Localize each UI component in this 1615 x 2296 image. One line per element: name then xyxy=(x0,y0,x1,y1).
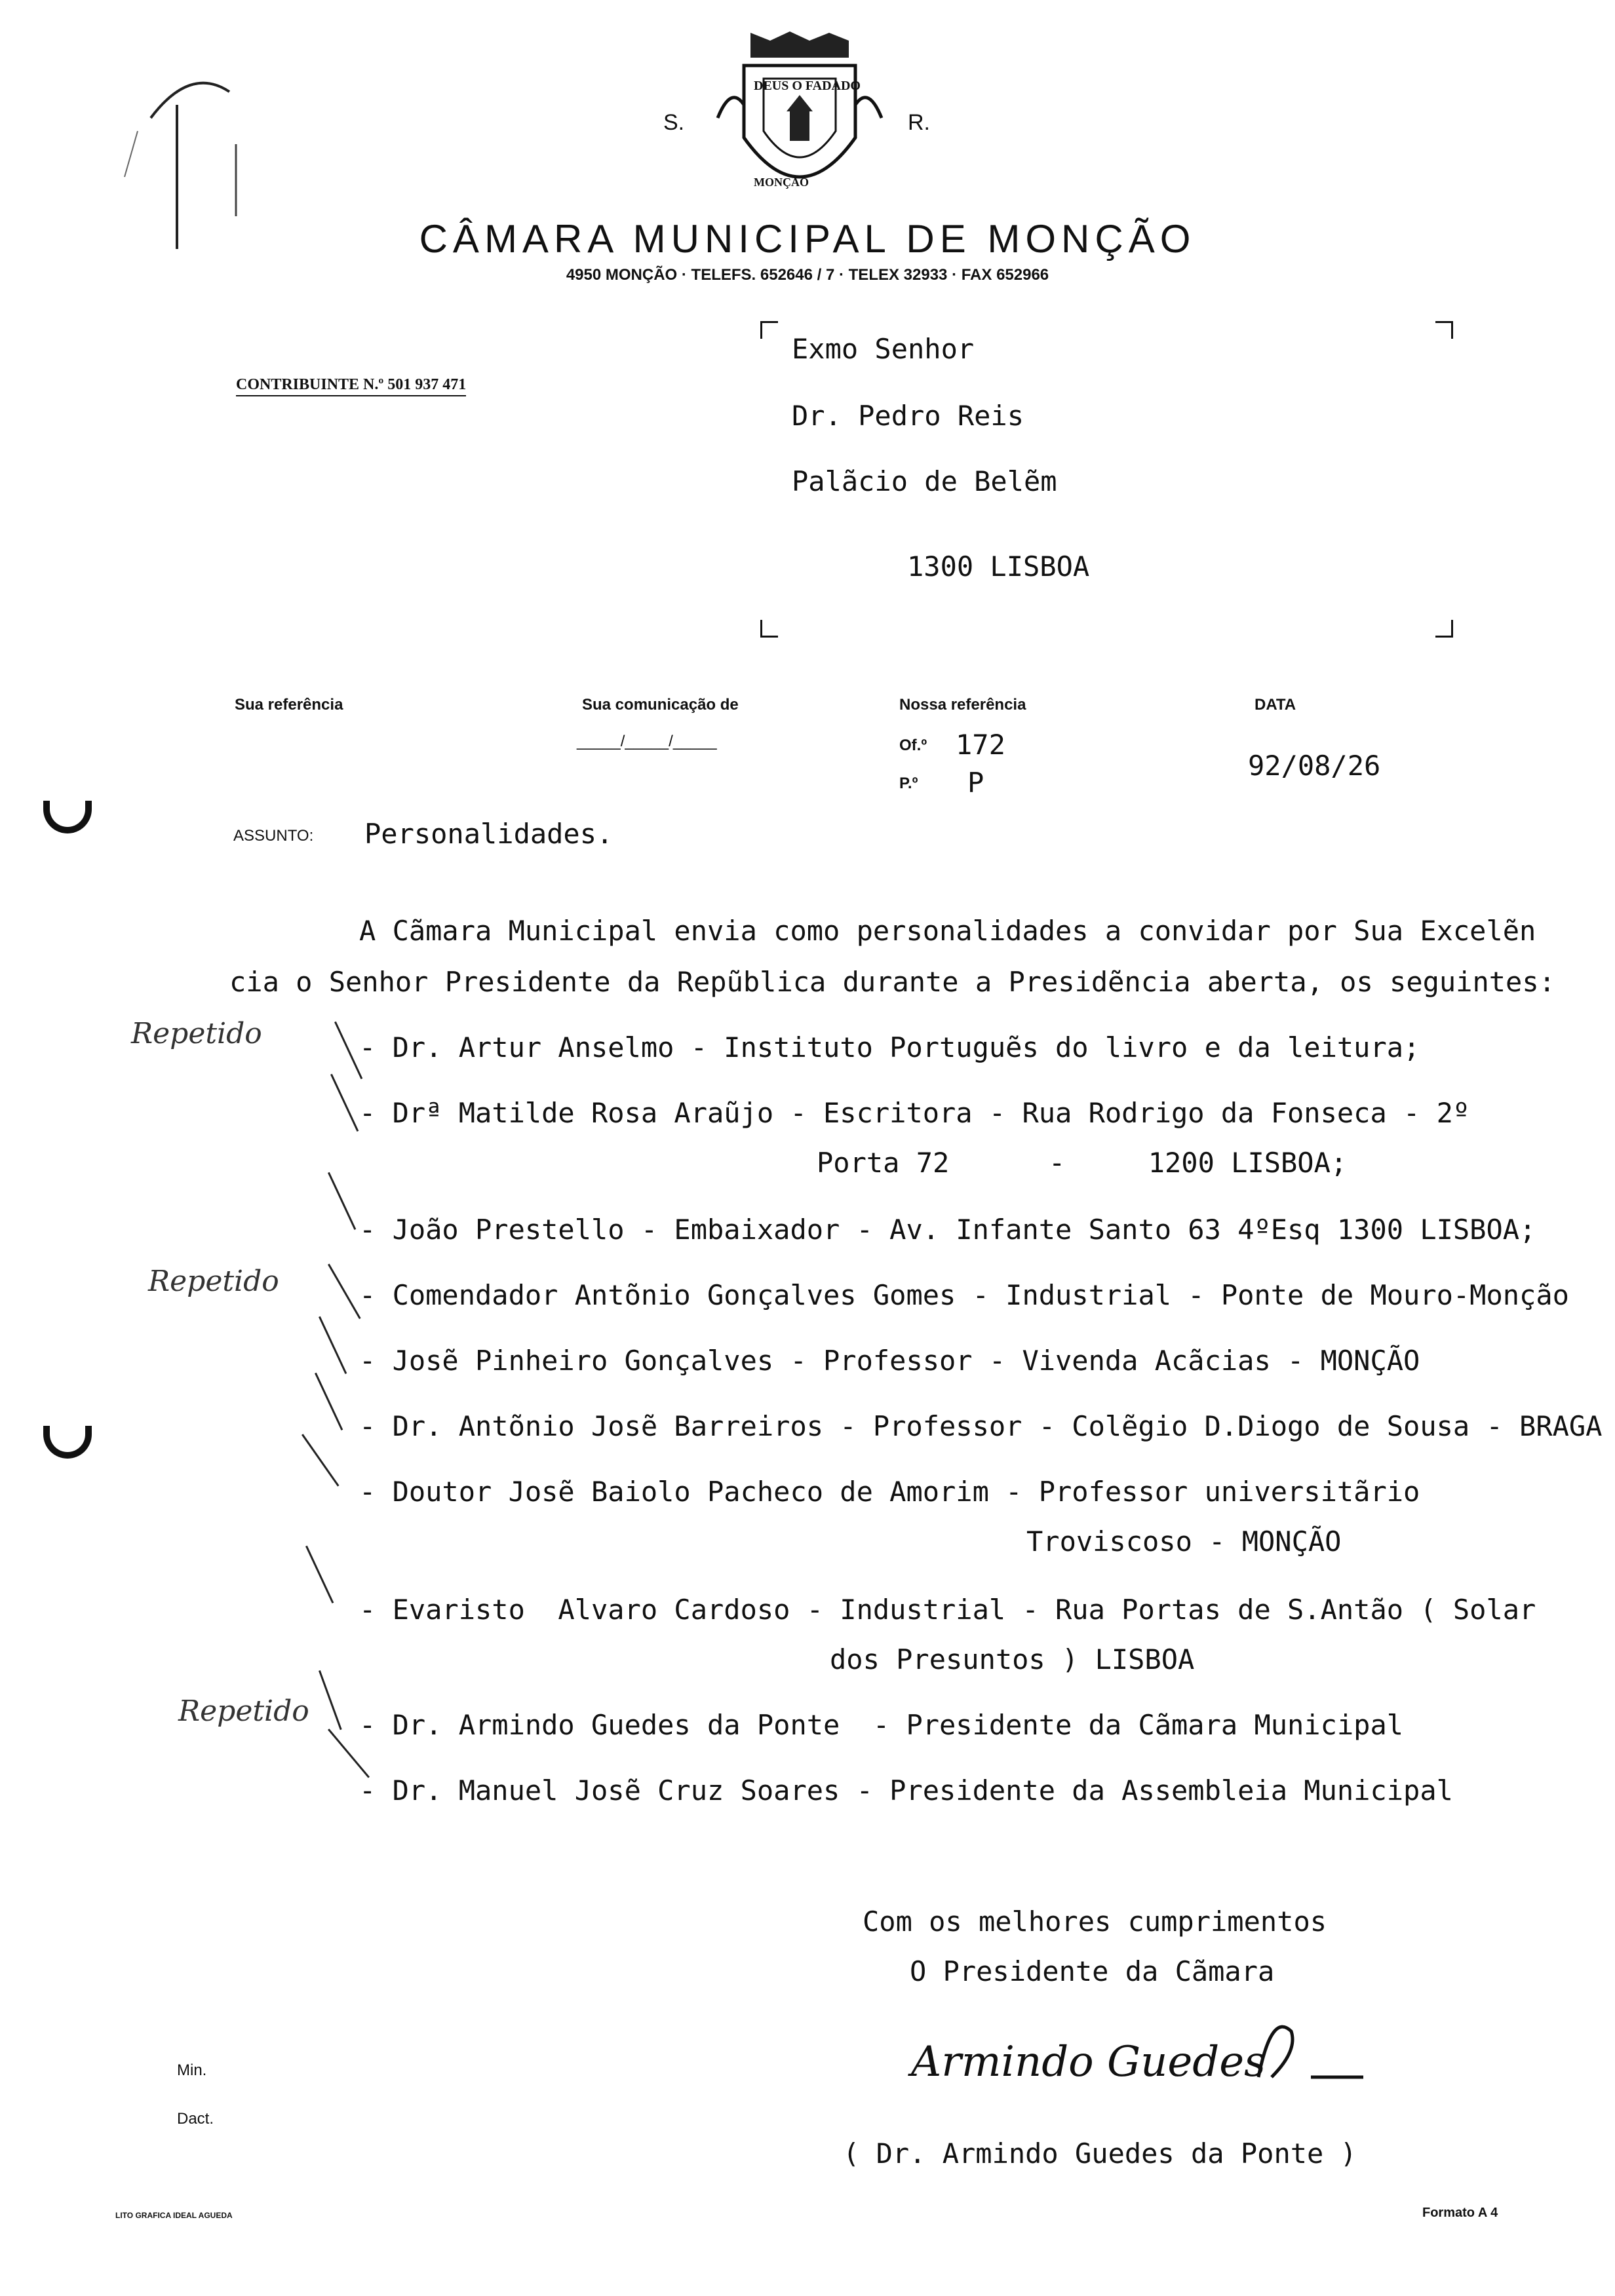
recipient-line-3: Palãcio de Belẽm xyxy=(792,465,1057,497)
entry-2-line-1: - Drª Matilde Rosa Araũjo - Escritora - Rua Rodrigo da Fonseca - 2º xyxy=(359,1097,1470,1129)
entry-1-line-1: - Dr. Artur Anselmo - Instituto Portuguẽs do livro e da leitura; xyxy=(359,1031,1420,1063)
subject-label: ASSUNTO: xyxy=(233,827,314,845)
po-label: P.º xyxy=(899,775,918,792)
address-corner-tl xyxy=(760,321,778,339)
punch-hole-mark-top xyxy=(43,801,92,833)
data-label: DATA xyxy=(1255,696,1296,714)
format-label: Formato A 4 xyxy=(1422,2206,1498,2220)
of-value: 172 xyxy=(956,729,1005,761)
punch-hole-mark-bottom xyxy=(43,1426,92,1459)
tick-mark-5 xyxy=(319,1316,347,1374)
entry-10-line-1: - Dr. Manuel Josẽ Cruz Soares - Presidente da Assembleia Municipal xyxy=(359,1774,1453,1807)
entry-3-line-1: - João Prestello - Embaixador - Av. Infante Santo 63 4ºEsq 1300 LISBOA; xyxy=(359,1214,1536,1246)
sua-comunicacao-label: Sua comunicação de xyxy=(582,696,739,714)
entry-9-line-1: - Dr. Armindo Guedes da Ponte - Presidente da Cãmara Municipal xyxy=(359,1709,1404,1741)
closing-line-2: O Presidente da Cãmara xyxy=(910,1955,1275,1987)
date-value: 92/08/26 xyxy=(1248,750,1381,782)
entry-7-line-1: - Doutor Josẽ Baiolo Pacheco de Amorim - Professor universitãrio xyxy=(359,1476,1420,1508)
subject-value: Personalidades. xyxy=(364,818,613,850)
entry-7-line-2: Troviscoso - MONÇÃO xyxy=(1026,1525,1342,1558)
margin-note-1: Repetido xyxy=(131,1017,262,1050)
tick-mark-6 xyxy=(315,1373,343,1430)
tick-mark-2 xyxy=(330,1074,359,1132)
institution-title: CÂMARA MUNICIPAL DE MONÇÃO xyxy=(419,217,1196,261)
signatory: ( Dr. Armindo Guedes da Ponte ) xyxy=(843,2137,1357,2170)
entry-2-line-2: Porta 72 - 1200 LISBOA; xyxy=(817,1147,1348,1179)
entry-8-line-1: - Evaristo Alvaro Cardoso - Industrial - Rua Portas de S.Antão ( Solar xyxy=(359,1594,1536,1626)
min-label: Min. xyxy=(177,2061,207,2079)
signature-flourish-icon xyxy=(1245,2005,1376,2097)
printer-credit: LITO GRAFICA IDEAL AGUEDA xyxy=(115,2211,233,2220)
entry-8-line-2: dos Presuntos ) LISBOA xyxy=(830,1643,1195,1675)
margin-note-3: Repetido xyxy=(178,1694,309,1728)
dact-label: Dact. xyxy=(177,2110,214,2128)
sua-referencia-label: Sua referência xyxy=(235,696,343,714)
s-letter: S. xyxy=(663,110,685,135)
tick-mark-8 xyxy=(305,1546,334,1603)
entry-5-line-1: - Josẽ Pinheiro Gonçalves - Professor - Vivenda Acãcias - MONÇÃO xyxy=(359,1345,1420,1377)
r-letter: R. xyxy=(908,110,930,135)
recipient-line-2: Dr. Pedro Reis xyxy=(792,400,1024,432)
nossa-referencia-label: Nossa referência xyxy=(899,696,1026,714)
margin-note-2: Repetido xyxy=(148,1265,279,1298)
address-corner-tr xyxy=(1435,321,1453,339)
entry-6-line-1: - Dr. Antõnio Josẽ Barreiros - Professor - Colẽgio D.Diogo de Sousa - BRAGA xyxy=(359,1410,1603,1442)
address-corner-bl xyxy=(760,620,778,638)
body-intro-2: cia o Senhor Presidente da Repũblica durante a Presidẽncia aberta, os seguintes: xyxy=(229,966,1555,998)
tick-mark-1 xyxy=(334,1022,362,1079)
recipient-line-1: Exmo Senhor xyxy=(792,333,975,365)
taxpayer-number: CONTRIBUINTE N.º 501 937 471 xyxy=(236,376,466,396)
tick-mark-7 xyxy=(302,1434,340,1486)
po-value: P xyxy=(967,767,984,799)
tick-mark-9 xyxy=(319,1670,342,1730)
crest-motto: DEUS O FADADO xyxy=(754,79,861,93)
contact-line: 4950 MONÇÃO · TELEFS. 652646 / 7 · TELEX 32933 · FAX 652966 xyxy=(566,266,1049,284)
address-corner-br xyxy=(1435,620,1453,638)
recipient-line-4: 1300 LISBOA xyxy=(907,550,1090,583)
closing-line-1: Com os melhores cumprimentos xyxy=(863,1905,1327,1938)
signature: Armindo Guedes xyxy=(911,2038,1266,2086)
tick-mark-4 xyxy=(328,1264,361,1320)
crest-town: MONÇÃO xyxy=(754,176,809,189)
entry-4-line-1: - Comendador Antõnio Gonçalves Gomes - Industrial - Ponte de Mouro-Monção xyxy=(359,1279,1569,1311)
tick-mark-3 xyxy=(328,1172,356,1230)
sua-comunicacao-date: _____/_____/_____ xyxy=(577,733,717,750)
body-intro-1: A Cãmara Municipal envia como personalidades a convidar por Sua Excelẽn xyxy=(359,915,1536,947)
of-label: Of.º xyxy=(899,737,927,754)
